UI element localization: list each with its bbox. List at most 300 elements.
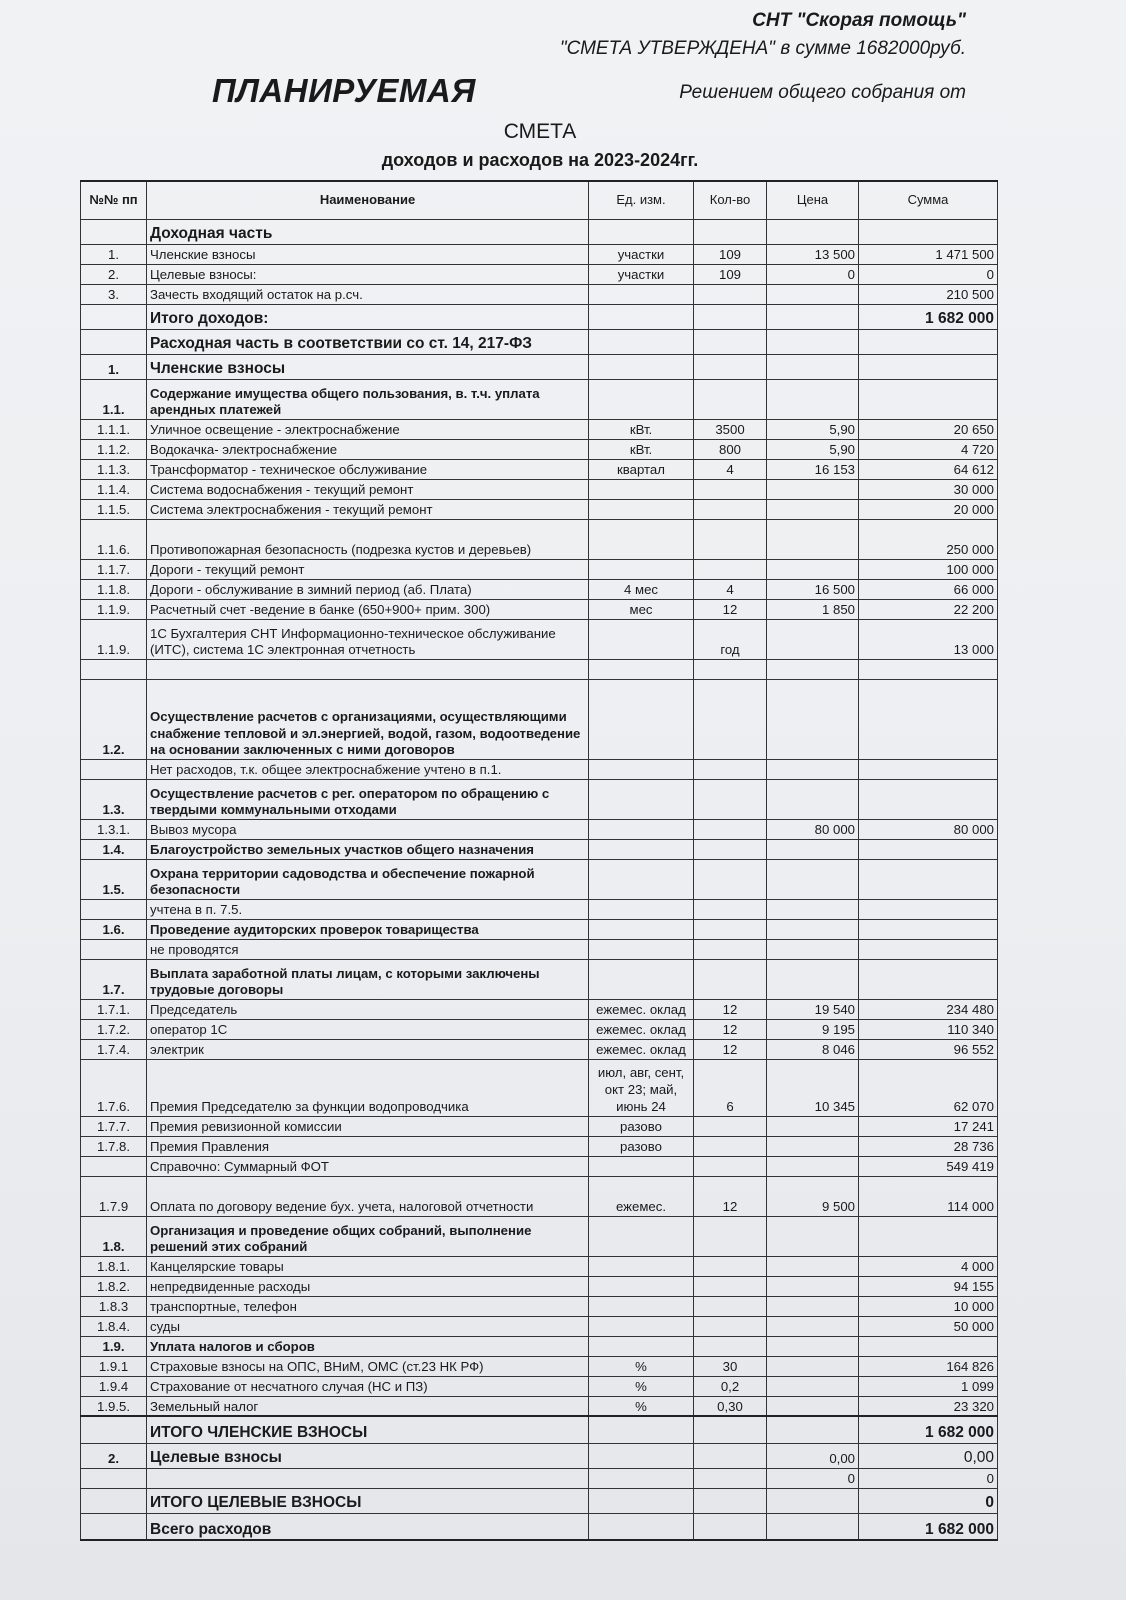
row-unit [589,959,694,999]
table-row [81,819,998,839]
row-unit: 4 мес [589,579,694,599]
row-qty: 109 [694,244,767,264]
row-price [767,1396,859,1416]
table-row [81,499,998,519]
row-sum: 0 [859,1488,998,1513]
row-unit: участки [589,244,694,264]
row-price [767,1136,859,1156]
row-price: 13 500 [767,244,859,264]
row-name: Членские взносы [147,244,589,264]
row-unit: квартал [589,459,694,479]
row-price [767,499,859,519]
row-qty [694,1468,767,1488]
row-sum: 23 320 [859,1396,998,1416]
table-row [81,919,998,939]
row-unit [589,519,694,559]
row-number: 1.1.9. [81,619,147,659]
row-name: Система водоснабжения - текущий ремонт [147,479,589,499]
table-row [81,859,998,899]
row-number: 1.7. [81,959,147,999]
row-unit [589,919,694,939]
row-unit [589,329,694,354]
row-name: Справочно: Суммарный ФОТ [147,1156,589,1176]
row-number [81,1156,147,1176]
table-row [81,1136,998,1156]
row-number: 1.6. [81,919,147,939]
row-sum: 0,00 [859,1443,998,1468]
row-qty [694,1116,767,1136]
table-row [81,779,998,819]
row-number: 1.3. [81,779,147,819]
row-unit: ежемес. оклад [589,1019,694,1039]
row-sum: 17 241 [859,1116,998,1136]
row-number [81,1513,147,1540]
row-price: 1 850 [767,599,859,619]
row-unit [589,479,694,499]
table-row [81,379,998,419]
table-row [81,284,998,304]
row-price [767,304,859,329]
table-row [81,1513,998,1540]
col-qty-header: Кол-во [694,181,767,219]
row-sum: 20 000 [859,499,998,519]
table-row [81,439,998,459]
row-name: Итого доходов: [147,304,589,329]
row-name: Проведение аудиторских проверок товарищества [147,919,589,939]
row-qty [694,284,767,304]
row-qty: 0,30 [694,1396,767,1416]
row-number: 1. [81,244,147,264]
table-row [81,839,998,859]
row-qty [694,759,767,779]
row-unit [589,859,694,899]
row-qty [694,959,767,999]
row-price [767,779,859,819]
row-price: 9 500 [767,1176,859,1216]
row-price: 0 [767,264,859,284]
row-name: Расходная часть в соответствии со ст. 14, 217-ФЗ [147,329,589,354]
row-unit: ежемес. оклад [589,999,694,1019]
row-price [767,919,859,939]
row-number: 1.9.4 [81,1376,147,1396]
row-number: 1.1. [81,379,147,419]
row-number: 3. [81,284,147,304]
table-row [81,599,998,619]
row-unit [589,1256,694,1276]
row-sum: 64 612 [859,459,998,479]
row-number: 1.7.1. [81,999,147,1019]
row-qty [694,1156,767,1176]
row-unit: июл, авг, сент, окт 23; май, июнь 24 [589,1059,694,1116]
row-price [767,1513,859,1540]
row-price [767,1116,859,1136]
row-price: 5,90 [767,439,859,459]
row-qty [694,354,767,379]
row-qty [694,679,767,759]
col-name-header: Наименование [147,181,589,219]
row-name: электрик [147,1039,589,1059]
row-qty: 12 [694,599,767,619]
table-row [81,264,998,284]
row-price [767,559,859,579]
table-row [81,1039,998,1059]
row-name: Земельный налог [147,1396,589,1416]
table-row [81,1296,998,1316]
row-number: 1.1.1. [81,419,147,439]
row-sum: 1 682 000 [859,1416,998,1443]
row-price [767,939,859,959]
row-qty [694,1488,767,1513]
row-number: 1.1.9. [81,599,147,619]
col-number-header: №№ пп [81,181,147,219]
row-price [767,859,859,899]
row-number: 1.8.4. [81,1316,147,1336]
row-name: Осуществление расчетов с организациями, осуществляющими снабжение тепловой и эл.энергией, водой, газом, водоотведение на основании заключенных с ними договоров [147,679,589,759]
row-price: 8 046 [767,1039,859,1059]
row-sum: 1 682 000 [859,1513,998,1540]
table-row [81,959,998,999]
row-number: 1.2. [81,679,147,759]
table-row [81,459,998,479]
table-row [81,1019,998,1039]
row-sum: 164 826 [859,1356,998,1376]
row-sum: 0 [859,1468,998,1488]
row-price [767,219,859,244]
row-price: 16 153 [767,459,859,479]
row-unit: % [589,1356,694,1376]
row-name: Зачесть входящий остаток на р.сч. [147,284,589,304]
table-row [81,1276,998,1296]
row-number: 1.9.1 [81,1356,147,1376]
row-unit: мес [589,599,694,619]
row-name: Расчетный счет -ведение в банке (650+900+ прим. 300) [147,599,589,619]
row-sum [859,679,998,759]
row-name: Канцелярские товары [147,1256,589,1276]
row-sum: 50 000 [859,1316,998,1336]
row-qty [694,1276,767,1296]
row-qty [694,1416,767,1443]
row-qty [694,379,767,419]
row-qty [694,1316,767,1336]
row-price: 0 [767,1468,859,1488]
row-sum [859,379,998,419]
row-number [81,659,147,679]
row-name [147,1468,589,1488]
row-sum [859,859,998,899]
row-number: 1.9.5. [81,1396,147,1416]
table-row [81,1336,998,1356]
row-number [81,1488,147,1513]
table-row [81,1116,998,1136]
row-sum: 4 000 [859,1256,998,1276]
table-body [81,219,998,1540]
row-number: 1.7.7. [81,1116,147,1136]
row-sum: 110 340 [859,1019,998,1039]
table-row [81,999,998,1019]
row-unit [589,1296,694,1316]
organization-name: СНТ "Скорая помощь" [752,10,966,31]
table-row [81,1396,998,1416]
row-qty [694,1296,767,1316]
row-sum [859,899,998,919]
col-unit-header: Ед. изм. [589,181,694,219]
row-number: 1.1.8. [81,579,147,599]
row-qty [694,939,767,959]
row-name: 1С Бухгалтерия СНТ Информационно-техническое обслуживание (ИТС), система 1С электронная отчетность [147,619,589,659]
row-sum: 13 000 [859,619,998,659]
row-qty: 6 [694,1059,767,1116]
row-number [81,304,147,329]
document-title: СМЕТА [503,120,577,143]
row-price: 5,90 [767,419,859,439]
row-number: 1.1.5. [81,499,147,519]
row-price: 9 195 [767,1019,859,1039]
row-unit [589,1468,694,1488]
row-qty [694,1256,767,1276]
row-number: 1.8. [81,1216,147,1256]
row-price [767,1256,859,1276]
row-sum [859,1336,998,1356]
document-subtitle: доходов и расходов на 2023-2024гг. [381,150,699,170]
col-price-header: Цена [767,181,859,219]
row-price: 10 345 [767,1059,859,1116]
row-unit [589,759,694,779]
row-number: 1.3.1. [81,819,147,839]
row-qty [694,1513,767,1540]
row-price [767,1276,859,1296]
row-qty [694,659,767,679]
table-row [81,304,998,329]
row-name: Содержание имущества общего пользования, в. т.ч. уплата арендных платежей [147,379,589,419]
row-qty: 3500 [694,419,767,439]
row-price [767,1296,859,1316]
row-sum: 1 471 500 [859,244,998,264]
row-price: 80 000 [767,819,859,839]
row-qty: 30 [694,1356,767,1376]
row-sum [859,219,998,244]
row-sum: 1 682 000 [859,304,998,329]
row-number: 1.1.6. [81,519,147,559]
table-row [81,219,998,244]
row-sum [859,959,998,999]
col-sum-header: Сумма [859,181,998,219]
row-unit: % [589,1376,694,1396]
row-qty [694,919,767,939]
row-name: ИТОГО ЧЛЕНСКИЕ ВЗНОСЫ [147,1416,589,1443]
row-price [767,1336,859,1356]
row-price: 19 540 [767,999,859,1019]
row-qty: 12 [694,1019,767,1039]
row-number [81,1416,147,1443]
row-name: Охрана территории садоводства и обеспечение пожарной безопасности [147,859,589,899]
table-row [81,419,998,439]
row-unit [589,219,694,244]
row-unit [589,1416,694,1443]
row-unit [589,1216,694,1256]
row-name: Трансформатор - техническое обслуживание [147,459,589,479]
row-qty [694,819,767,839]
row-sum [859,779,998,819]
table-row [81,1059,998,1116]
row-price [767,1316,859,1336]
row-sum: 210 500 [859,284,998,304]
row-unit [589,819,694,839]
table-row [81,354,998,379]
table-row [81,1416,998,1443]
row-name: Дороги - текущий ремонт [147,559,589,579]
table-row [81,1488,998,1513]
row-number [81,219,147,244]
row-sum: 250 000 [859,519,998,559]
row-number: 1.7.9 [81,1176,147,1216]
row-unit: ежемес. оклад [589,1039,694,1059]
row-unit: кВт. [589,419,694,439]
table-row [81,939,998,959]
row-qty: 12 [694,1176,767,1216]
row-qty: год [694,619,767,659]
row-unit: % [589,1396,694,1416]
row-qty [694,219,767,244]
row-name: Целевые взносы: [147,264,589,284]
row-name: Оплата по договору ведение бух. учета, налоговой отчетности [147,1176,589,1216]
row-sum [859,329,998,354]
row-unit [589,619,694,659]
row-sum: 28 736 [859,1136,998,1156]
row-sum: 0 [859,264,998,284]
table-row [81,899,998,919]
row-number: 1.5. [81,859,147,899]
row-number: 1.8.2. [81,1276,147,1296]
row-name: Премия Председателю за функции водопроводчика [147,1059,589,1116]
row-unit [589,284,694,304]
table-row [81,1376,998,1396]
row-number: 1.7.8. [81,1136,147,1156]
row-unit [589,499,694,519]
row-unit [589,679,694,759]
row-price [767,899,859,919]
row-qty [694,479,767,499]
row-price [767,1156,859,1176]
planned-label: ПЛАНИРУЕМАЯ [212,72,476,109]
row-qty [694,1336,767,1356]
row-number: 1.7.6. [81,1059,147,1116]
row-unit: разово [589,1136,694,1156]
row-name: Уплата налогов и сборов [147,1336,589,1356]
row-sum: 114 000 [859,1176,998,1216]
row-price [767,1216,859,1256]
row-unit [589,1276,694,1296]
row-sum: 96 552 [859,1039,998,1059]
row-sum: 549 419 [859,1156,998,1176]
row-number: 1.1.4. [81,479,147,499]
row-name: Председатель [147,999,589,1019]
row-name: суды [147,1316,589,1336]
row-qty: 0,2 [694,1376,767,1396]
row-qty [694,899,767,919]
row-number: 1.4. [81,839,147,859]
row-number [81,939,147,959]
row-name: Целевые взносы [147,1443,589,1468]
row-qty [694,329,767,354]
row-price [767,1376,859,1396]
row-qty: 12 [694,1039,767,1059]
table-row [81,1216,998,1256]
row-sum: 20 650 [859,419,998,439]
row-unit [589,939,694,959]
row-unit: ежемес. [589,1176,694,1216]
row-name: Противопожарная безопасность (подрезка кустов и деревьев) [147,519,589,559]
row-number: 1.1.7. [81,559,147,579]
row-qty [694,1216,767,1256]
row-sum: 1 099 [859,1376,998,1396]
row-name: непредвиденные расходы [147,1276,589,1296]
row-unit [589,779,694,819]
row-sum [859,839,998,859]
row-number [81,899,147,919]
table-row [81,1316,998,1336]
row-price [767,479,859,499]
row-price [767,659,859,679]
row-name: Осуществление расчетов с рег. оператором по обращению с твердыми коммунальными отходами [147,779,589,819]
row-name: Уличное освещение - электроснабжение [147,419,589,439]
row-name: Благоустройство земельных участков общего назначения [147,839,589,859]
row-number: 1. [81,354,147,379]
approval-note: "СМЕТА УТВЕРЖДЕНА" в сумме 1682000руб. [559,38,966,59]
row-name: Организация и проведение общих собраний, выполнение решений этих собраний [147,1216,589,1256]
table-row [81,1156,998,1176]
row-sum: 94 155 [859,1276,998,1296]
row-qty [694,779,767,819]
row-price [767,959,859,999]
row-qty: 4 [694,459,767,479]
row-sum: 100 000 [859,559,998,579]
row-price [767,679,859,759]
row-name: учтена в п. 7.5. [147,899,589,919]
row-qty [694,499,767,519]
row-sum [859,939,998,959]
row-price: 16 500 [767,579,859,599]
table-header-row [81,181,998,219]
table-row [81,579,998,599]
row-unit [589,304,694,329]
row-price: 0,00 [767,1443,859,1468]
row-unit [589,354,694,379]
row-name: Премия Правления [147,1136,589,1156]
row-unit: кВт. [589,439,694,459]
table-row [81,1468,998,1488]
row-name: ИТОГО ЦЕЛЕВЫЕ ВЗНОСЫ [147,1488,589,1513]
table-row [81,1176,998,1216]
row-unit [589,659,694,679]
row-name: Водокачка- электроснабжение [147,439,589,459]
table-row [81,619,998,659]
row-sum [859,354,998,379]
table-row [81,479,998,499]
table-row [81,679,998,759]
table-row [81,659,998,679]
row-number: 1.7.4. [81,1039,147,1059]
row-sum [859,659,998,679]
row-qty: 109 [694,264,767,284]
table-row [81,519,998,559]
row-price [767,284,859,304]
row-number: 1.8.3 [81,1296,147,1316]
row-number: 1.1.3. [81,459,147,479]
row-name: Членские взносы [147,354,589,379]
row-qty [694,304,767,329]
row-qty [694,1136,767,1156]
table-row [81,329,998,354]
